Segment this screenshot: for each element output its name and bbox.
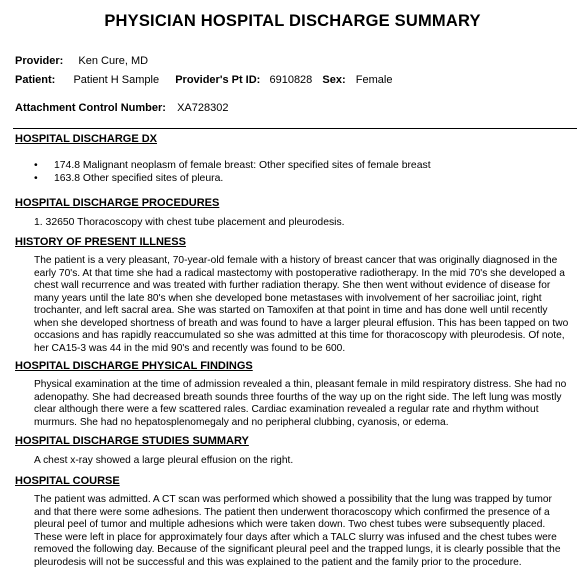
patient-row: [15, 74, 392, 87]
patient-value: Patient H Sample: [73, 74, 160, 86]
document-title: PHYSICIAN HOSPITAL DISCHARGE SUMMARY: [104, 12, 481, 30]
section-heading-hospital-course: HOSPITAL COURSE: [15, 475, 120, 487]
section-heading-physical-findings: HOSPITAL DISCHARGE PHYSICAL FINDINGS: [15, 360, 253, 372]
section-heading-history: HISTORY OF PRESENT ILLNESS: [15, 236, 186, 248]
section-heading-studies-summary: HOSPITAL DISCHARGE STUDIES SUMMARY: [15, 435, 249, 447]
hospital-course-paragraph: The patient was admitted. A CT scan was performed which showed a possibility that the lung was trapped by tumor and that there were some adhesions. The patient then underwent thoracoscopy which confirmed the presence of a pleural peel of tumor and multiple adhesions which were taken down. Two chest tubes were subsequently placed. These were left in place for approximately four days after which a TALC slurry was infused and the chest tubes were removed the following day. Because of the significant pleural peel and the trapped lungs, it is clearly possible that the pleurodesis will not be successful and this was explained to the patient and the family prior to the procedure.: [34, 494, 561, 568]
attachment-control-row: [15, 102, 228, 115]
list-item: • 163.8 Other specified sites of pleura.: [34, 172, 431, 185]
sex-value: Female: [355, 74, 393, 86]
discharge-dx-list: [34, 159, 431, 185]
header-divider: [13, 128, 577, 129]
procedure-item: 1. 32650 Thoracoscopy with chest tube placement and pleurodesis.: [34, 217, 345, 228]
studies-paragraph: A chest x-ray showed a large pleural effusion on the right.: [34, 455, 294, 466]
list-item: • 174.8 Malignant neoplasm of female breast: Other specified sites of female breast: [34, 159, 431, 172]
attachment-control-label: Attachment Control Number:: [15, 102, 166, 114]
physical-findings-paragraph: Physical examination at the time of admission revealed a thin, pleasant female in mild respiratory distress. She had no adenopathy. She had decreased breath sounds three fourths of the way up on the right side. The left lung was mostly clear although there were a few scattered rales. Cardiac examination revealed a regular rate and rhythm without murmurs. She had no hepatosplenomegaly and no peripheral clubbing, cyanosis, or edema.: [34, 379, 567, 428]
sex-label: Sex:: [322, 74, 346, 86]
history-paragraph: The patient is a very pleasant, 70-year-old female with a history of breast cancer that was originally diagnosed in the early 70's. At that time she had a radical mastectomy with postoperative radiotherapy. In the mid 70's she developed a chest wall recurrence and was treated with further radiation therapy. She then went without evidence of disease for many years until the late 80's when she developed bone metastases with involvement of her sacroiliac joint, right trochanter, and left sacral area. She was started on Tamoxifen at that point in time and has done well until recently when she developed shortness of breath and was found to have a larger pleural effusion. This has been tapped on two occasions and has rapidly reaccumulated so she was admitted at this time for thoracoscopy with pleurodesis. Of note, her CA15-3 was 44 in the mid 90's and recently was found to be 600.: [34, 255, 569, 354]
provider-row: [15, 55, 148, 68]
section-heading-discharge-dx: HOSPITAL DISCHARGE DX: [15, 133, 157, 145]
provider-value: Ken Cure, MD: [78, 55, 149, 67]
provider-label: Provider:: [15, 55, 64, 67]
section-heading-discharge-procedures: HOSPITAL DISCHARGE PROCEDURES: [15, 197, 220, 209]
pt-id-label: Provider's Pt ID:: [175, 74, 261, 86]
attachment-control-value: XA728302: [177, 102, 229, 114]
patient-label: Patient:: [15, 74, 56, 86]
pt-id-value: 6910828: [269, 74, 313, 86]
